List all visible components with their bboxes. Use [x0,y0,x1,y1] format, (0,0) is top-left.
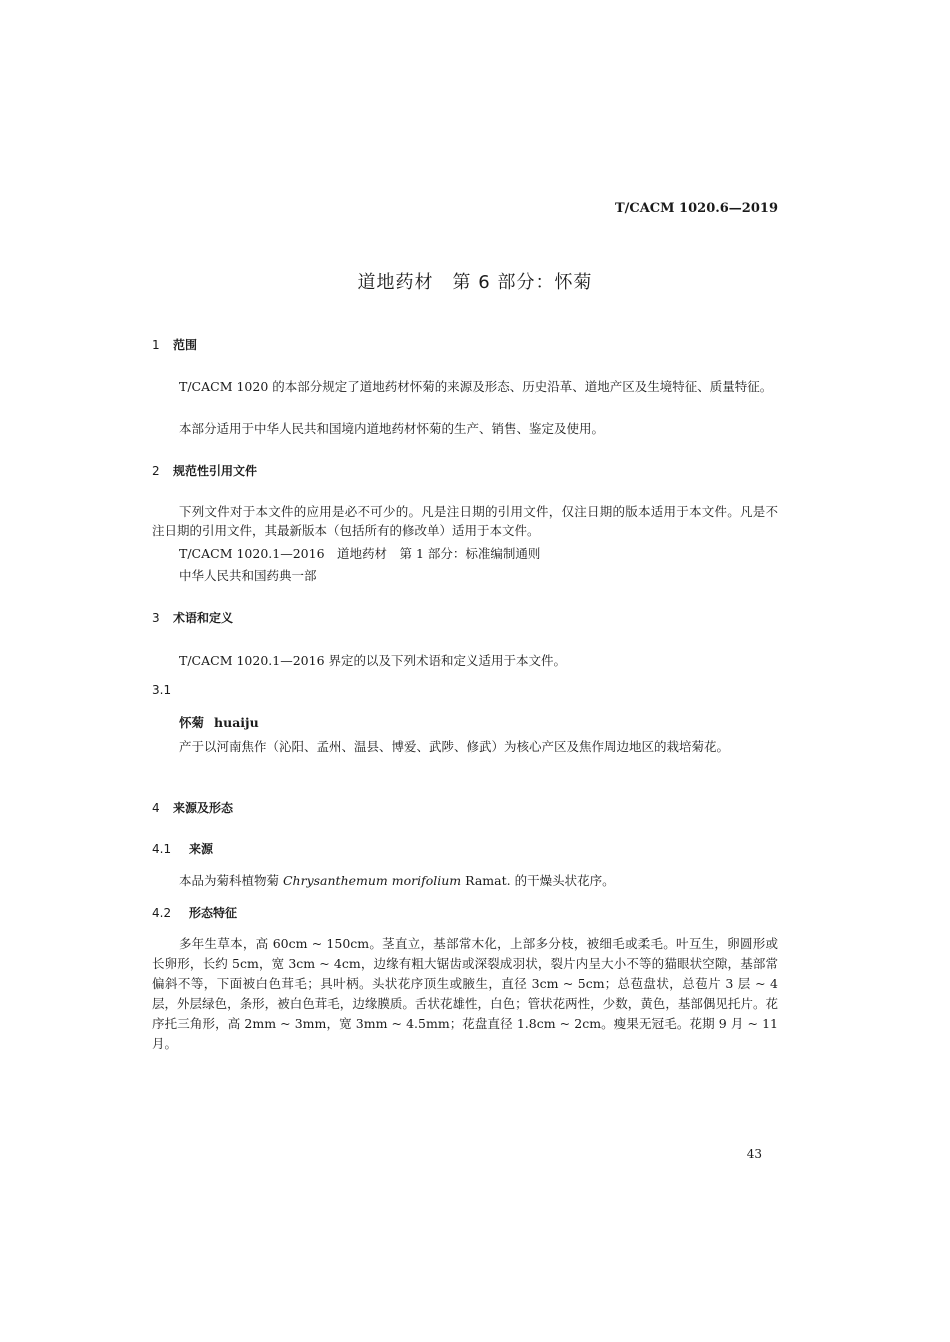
subsection-3-1-number: 3.1 [152,683,172,697]
section-title: 术语和定义 [173,611,234,625]
section-title: 规范性引用文件 [173,464,258,478]
section-title: 范围 [173,338,198,352]
subsection-number: 4.2 [152,906,172,920]
term-chinese: 怀菊 [179,715,205,730]
reference-item: T/CACM 1020.1—2016 道地药材 第 1 部分：标准编制通则 [179,546,541,561]
subsection-number: 4.1 [152,842,172,856]
section-number: 2 [152,464,160,478]
subsection-4-2-heading [152,904,237,921]
paragraph: 下列文件对于本文件的应用是必不可少的。凡是注日期的引用文件，仅注日期的版本适用于本文件。凡是不注日期的引用文件，其最新版本（包括所有的修改单）适用于本文件。 [152,504,778,538]
section-4-heading [152,799,233,816]
paragraph: 本部分适用于中华人民共和国境内道地药材怀菊的生产、销售、鉴定及使用。 [179,421,605,436]
source-text: 本品为菊科植物菊 [179,873,283,888]
term-entry [179,713,259,731]
source-paragraph [179,871,615,890]
section-1-heading [152,336,197,353]
morphology-paragraph: 多年生草本，高 60cm ~ 150cm。茎直立，基部常木化，上部多分枝，被细毛或柔毛。叶互生，卵圆形或长卵形，长约 5cm，宽 3cm ~ 4cm，边缘有粗大锯齿或深裂成羽状，裂片内呈大小不等的猫眼状空隙，基部常偏斜不等，下面被白色茸毛；具叶柄。头状花序顶生或腋生，直径 3cm ~ 5cm；总苞盘状，总苞片 3 层 ~ 4 层，外层绿色，条形，被白色茸毛，边缘膜质。舌状花雄性，白色；管状花两性，少数，黄色，基部偶见托片。花序托三角形，高 2mm ~ 3mm，宽 3mm ~ 4.5mm；花盘直径 1.8cm ~ 2cm。瘦果无冠毛。花期 9 月 ~ 11 月。 [152,936,778,1051]
term-pinyin: huaiju [214,715,259,730]
section-number: 4 [152,801,160,815]
page-number: 43 [746,1147,762,1161]
scientific-name: Chrysanthemum morifolium [282,873,462,888]
section-title: 来源及形态 [173,801,234,815]
subsection-4-1-heading [152,840,213,857]
section-2-heading [152,462,257,479]
section-3-heading [152,609,233,626]
standard-code-header: T/CACM 1020.6—2019 [614,201,778,216]
section-number: 1 [152,338,160,352]
subsection-title: 形态特征 [189,906,238,920]
source-text: Ramat. 的干燥头状花序。 [461,873,615,888]
paragraph: T/CACM 1020.1—2016 界定的以及下列术语和定义适用于本文件。 [179,653,567,668]
section-number: 3 [152,611,160,625]
subsection-title: 来源 [189,842,214,856]
term-definition: 产于以河南焦作（沁阳、孟州、温县、博爱、武陟、修武）为核心产区及焦作周边地区的栽培菊花。 [179,739,730,754]
page-title: 道地药材 第 6 部分：怀菊 [357,272,593,293]
paragraph: T/CACM 1020 的本部分规定了道地药材怀菊的来源及形态、历史沿革、道地产区及生境特征、质量特征。 [179,379,773,394]
reference-item: 中华人民共和国药典一部 [179,568,317,583]
